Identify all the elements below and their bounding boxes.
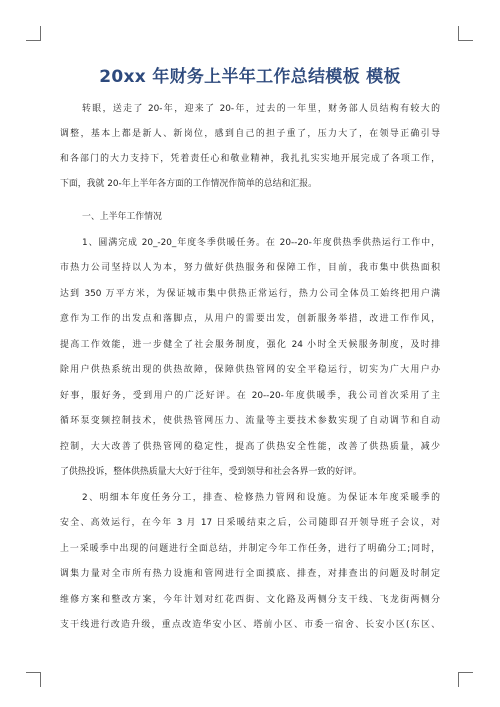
paragraph-line: 意作为工作的出发点和落脚点，从用户的需要出发，创新服务举措，改进工作作风， — [60, 314, 440, 324]
paragraph-line: 控制，大大改善了供热管网的稳定性，提高了供热安全性能，改善了供热质量，减少 — [60, 442, 440, 452]
section-heading: 一、上半年工作情况 — [82, 212, 162, 222]
paragraph-line: 支干线进行改造升级，重点改造华安小区、塔前小区、市委一宿舍、长安小区(东区、 — [60, 620, 440, 630]
paragraph-line: 维修方案和整改方案，今年计划对红花西街、文化路及两侧分支干线、飞龙街两侧分 — [60, 595, 440, 605]
paragraph-line: 市热力公司坚持以人为本，努力做好供热服务和保障工作，目前，我市集中供热面积 — [60, 263, 440, 273]
paragraph-line: 和各部门的大力支持下，凭着责任心和敬业精神，我扎扎实实地开展完成了各项工作， — [60, 154, 440, 164]
paragraph-line: 1、圆满完成 20_-20_年度冬季供暖任务。在 20--20-年度供热季供热运行工作中， — [82, 238, 440, 248]
paragraph-line: 提高工作效能，进一步健全了社会服务制度，强化 24 小时全天候服务制度，及时排 — [60, 340, 440, 350]
crop-mark-bottom-left — [26, 672, 41, 687]
crop-mark-top-right — [458, 26, 473, 41]
paragraph-line: 了供热投诉，整体供热质量大大好于往年，受到领导和社会各界一致的好评。 — [60, 467, 362, 477]
paragraph-line: 安全、高效运行，在今年 3 月 17 日采暖结束之后，公司随即召开领导班子会议，对 — [60, 518, 440, 528]
paragraph-line: 调整，基本上都是新人、新岗位，感到自己的担子重了，压力大了，在领导正确引导 — [60, 129, 440, 139]
paragraph-line: 达到 350 万平方米，为保证城市集中供热正常运行，热力公司全体员工始终把用户满 — [60, 289, 440, 299]
document-title: 20xx 年财务上半年工作总结模板 模板 — [99, 67, 401, 87]
paragraph-line: 转眼，送走了 20-年，迎来了 20-年，过去的一年里，财务部人员结构有较大的 — [82, 104, 440, 114]
paragraph-line: 循环泵变频控制技术，使供热管网压力、流量等主要技术参数实现了自动调节和自动 — [60, 416, 440, 426]
paragraph-line: 好事，服好务，受到用户的广泛好评。在 20--20-年度供暖季，我公司首次采用了主 — [60, 391, 440, 401]
paragraph-line: 上一采暖季中出现的问题进行全面总结，并制定今年工作任务，进行了明确分工;同时， — [60, 544, 440, 554]
crop-mark-bottom-right — [458, 672, 473, 687]
paragraph-line: 除用户供热系统出现的供热故障，保障供热管网的安全平稳运行，切实为广大用户办 — [60, 365, 440, 375]
paragraph-line: 调集力量对全市所有热力设施和管网进行全面摸底、排查，对排查出的问题及时制定 — [60, 569, 440, 579]
paragraph-line: 2、明细本年度任务分工，排查、检修热力管网和设施。为保证本年度采暖季的 — [82, 493, 440, 503]
paragraph-line: 下面，我就 20-年上半年各方面的工作情况作简单的总结和汇报。 — [60, 179, 317, 189]
crop-mark-top-left — [26, 26, 41, 41]
